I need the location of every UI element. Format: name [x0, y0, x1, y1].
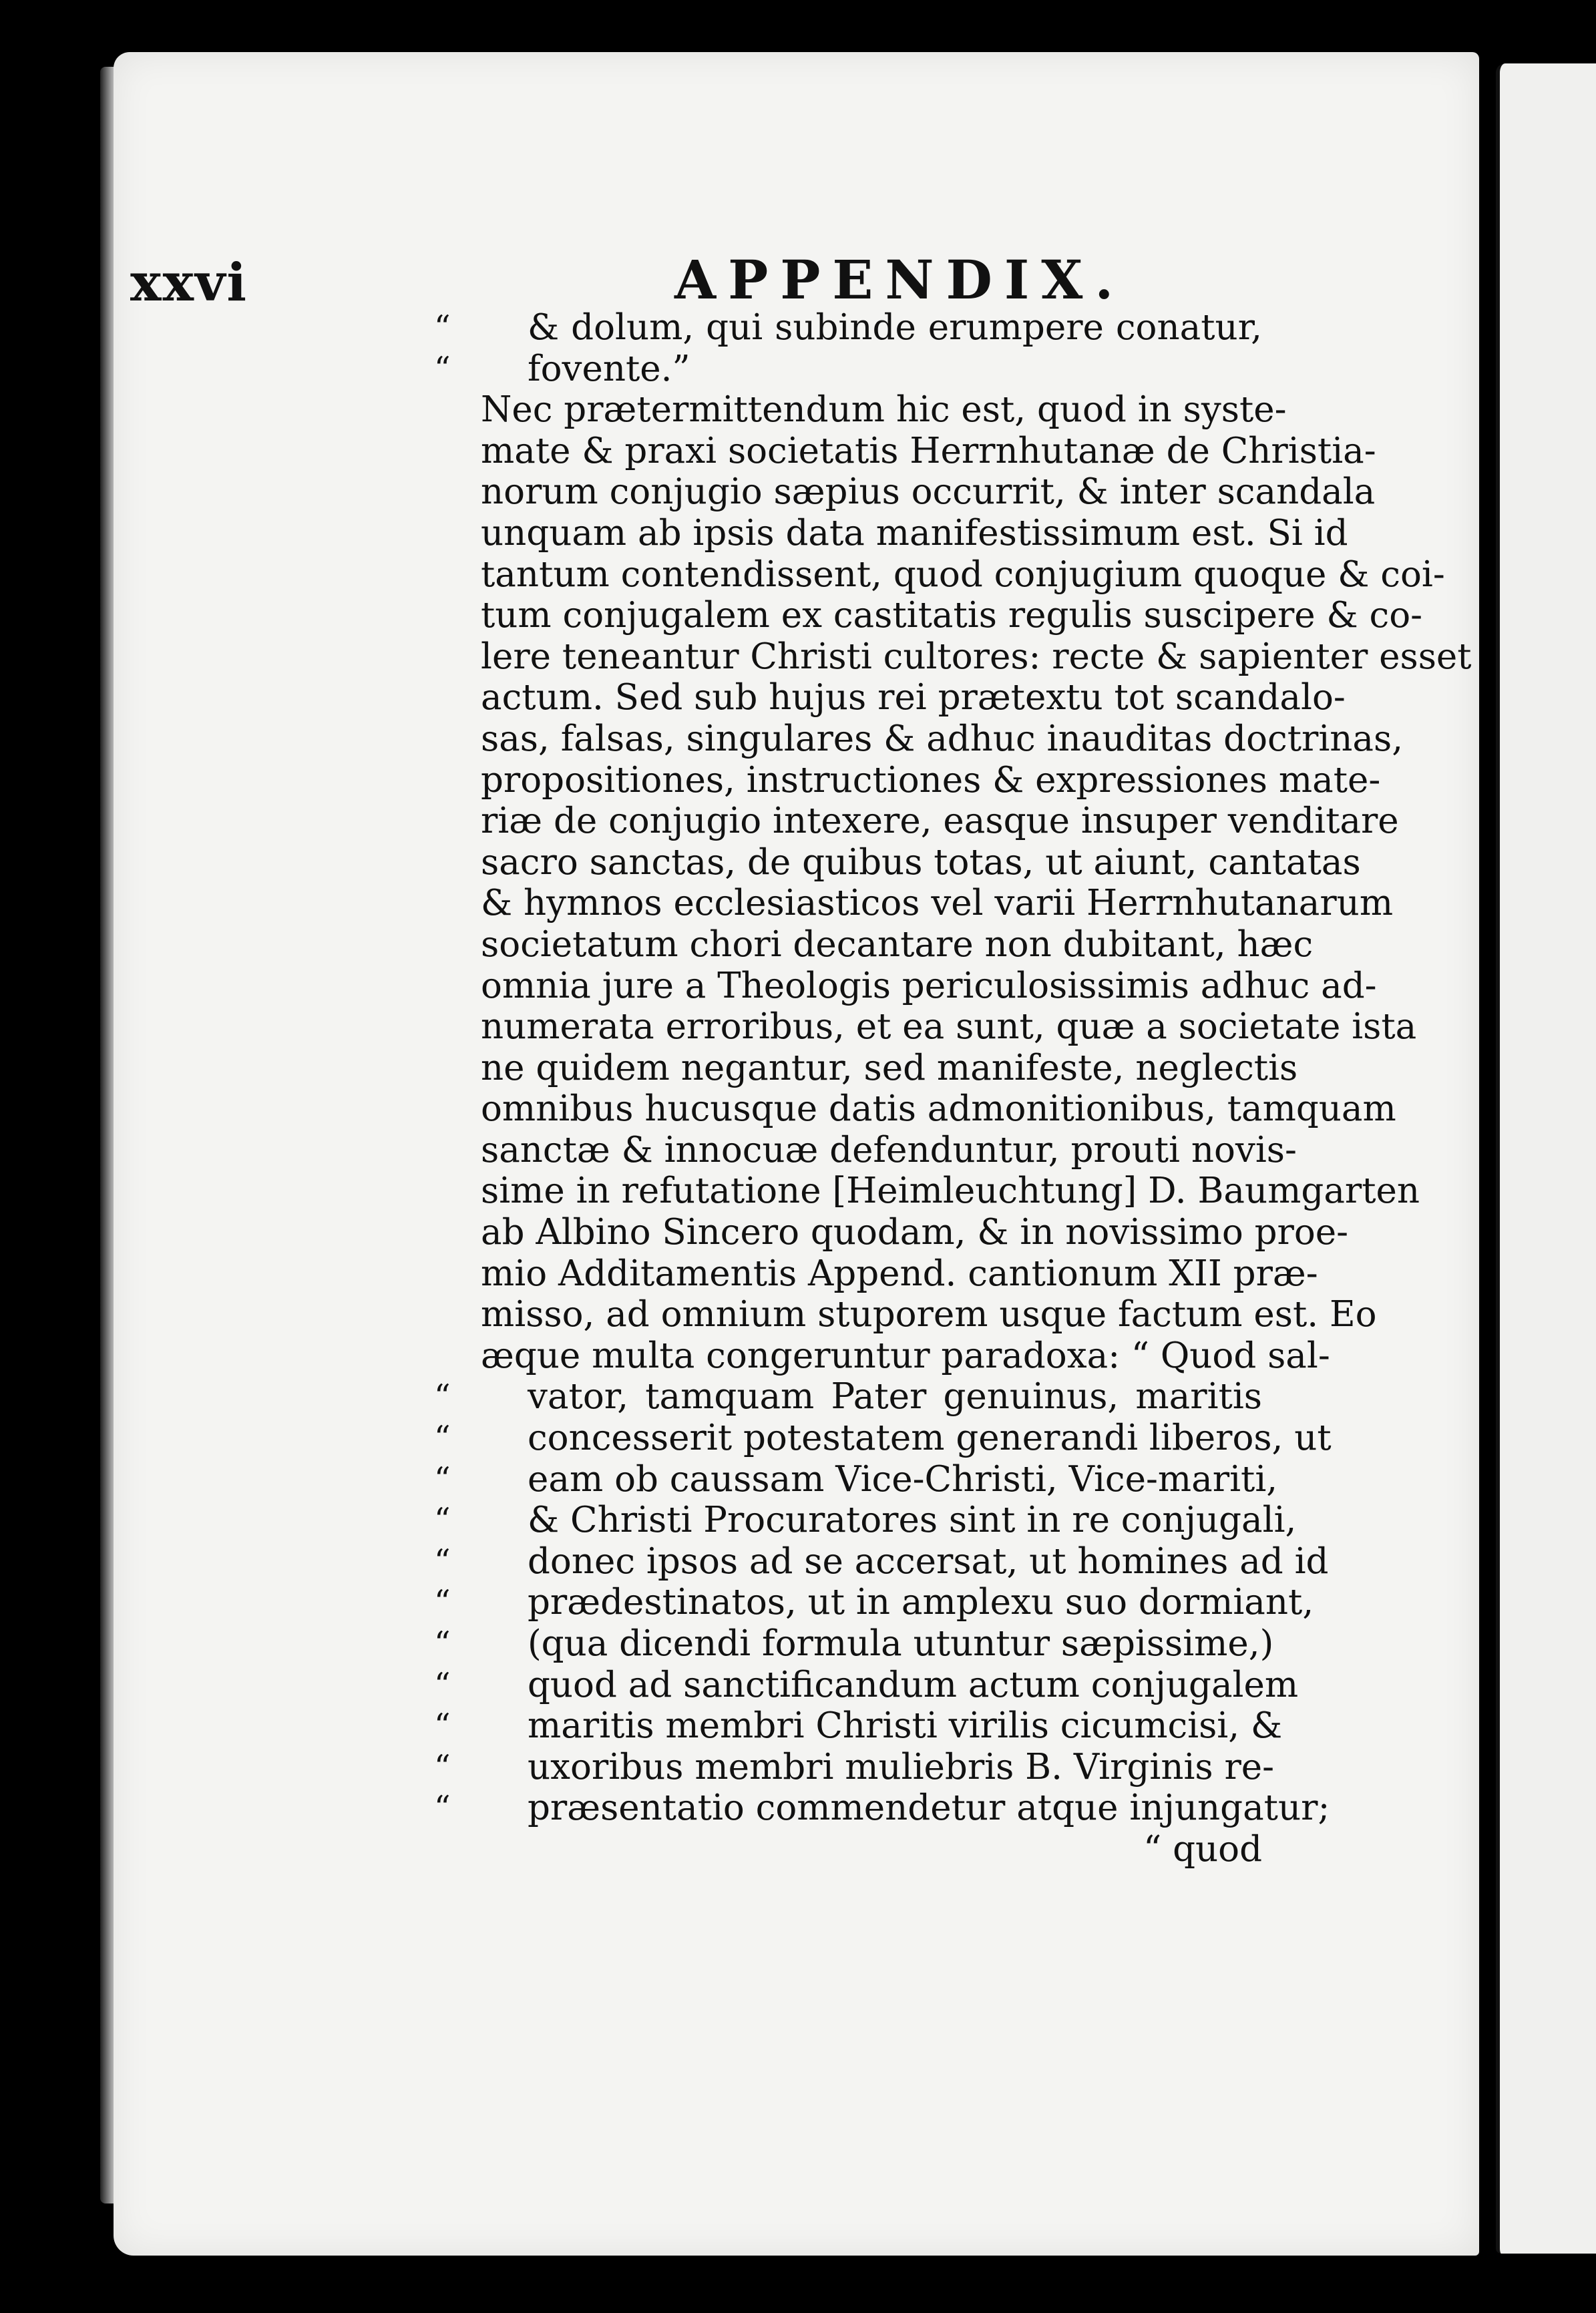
text-line	[481, 636, 1472, 678]
quote-mark: “	[434, 1542, 451, 1580]
text-line	[434, 1582, 1314, 1623]
catchword: “ quod	[1143, 1828, 1262, 1870]
text-line	[481, 718, 1404, 760]
text-line	[434, 1705, 1283, 1747]
text-line-content: numerata erroribus, et ea sunt, quæ a societate ista	[481, 1006, 1417, 1048]
quote-mark: “	[434, 1707, 451, 1745]
running-head-title: APPENDIX.	[674, 248, 1126, 311]
page-number: xxvi	[130, 252, 248, 313]
text-line-content: propositiones, instructiones & expressiones mate-	[481, 759, 1381, 801]
text-line-content: æque multa congeruntur paradoxa: “ Quod sal-	[481, 1335, 1330, 1376]
text-line	[434, 1376, 1262, 1418]
text-line-content: & dolum, qui subinde erumpere conatur,	[528, 307, 1262, 348]
text-line	[481, 1129, 1297, 1171]
text-line	[481, 1335, 1330, 1377]
text-line	[481, 430, 1376, 472]
text-line-content: lere teneantur Christi cultores: recte & sapienter esset	[481, 636, 1472, 677]
text-line-content: sanctæ & innocuæ defenduntur, prouti novis-	[481, 1129, 1297, 1171]
text-line-content: & Christi Procuratores sint in re conjugali,	[528, 1500, 1297, 1541]
text-line	[434, 1540, 1329, 1583]
text-line	[481, 389, 1287, 431]
text-line	[481, 759, 1381, 801]
quote-mark: “	[434, 1789, 451, 1827]
text-line	[481, 1006, 1417, 1048]
quote-mark: “	[434, 1747, 451, 1785]
text-line	[434, 1623, 1274, 1665]
text-line-content: donec ipsos ad se accersat, ut homines ad id	[528, 1540, 1329, 1582]
text-line-content: concesserit potestatem generandi liberos, ut	[528, 1418, 1332, 1459]
text-line-content: ab Albino Sincero quodam, & in novissimo proe-	[481, 1212, 1349, 1253]
text-line	[434, 1500, 1297, 1541]
text-line-content: (qua dicendi formula utuntur sæpissime,)	[528, 1623, 1274, 1664]
text-line	[434, 1788, 1330, 1829]
text-line	[481, 965, 1377, 1007]
text-line-content: quod ad sanctificandum actum conjugalem	[528, 1664, 1299, 1705]
text-line-content: mate & praxi societatis Herrnhutanæ de Christia-	[481, 430, 1376, 471]
text-line-content: omnia jure a Theologis periculosissimis adhuc ad-	[481, 965, 1377, 1006]
text-line-content: præsentatio commendetur atque injungatur;	[528, 1788, 1330, 1829]
text-line-content: tantum contendissent, quod conjugium quoque & coi-	[481, 554, 1445, 595]
text-line-content: unquam ab ipsis data manifestissimum est. Si id	[481, 512, 1348, 554]
quote-mark: “	[434, 308, 451, 346]
text-line	[481, 471, 1376, 513]
text-line	[434, 1746, 1275, 1788]
text-line	[434, 307, 1262, 349]
text-line	[481, 1212, 1349, 1253]
text-line	[481, 1253, 1318, 1295]
text-line	[481, 677, 1346, 718]
quote-mark: “	[434, 1625, 451, 1662]
text-line	[434, 1664, 1299, 1706]
text-line-content: tum conjugalem ex castitatis regulis suscipere & co-	[481, 595, 1423, 636]
text-line	[481, 595, 1423, 636]
text-line-content: mio Additamentis Append. cantionum XII præ-	[481, 1253, 1318, 1294]
text-line-content: prædestinatos, ut in amplexu suo dormiant,	[528, 1582, 1314, 1623]
text-line-content: riæ de conjugio intexere, easque insuper venditare	[481, 801, 1399, 842]
text-line	[434, 1418, 1332, 1459]
quote-mark: “	[434, 1665, 451, 1703]
body-text	[434, 307, 1472, 1870]
facing-page	[1496, 63, 1596, 2254]
text-line-content: sacro sanctas, de quibus totas, ut aiunt, cantatas	[481, 841, 1361, 883]
text-line	[481, 841, 1361, 883]
text-line	[481, 801, 1399, 842]
text-line	[434, 1458, 1278, 1500]
text-line	[481, 554, 1445, 596]
text-line	[434, 348, 1262, 390]
text-line	[481, 923, 1314, 966]
text-line-content: norum conjugio sæpius occurrit, & inter scandala	[481, 471, 1376, 513]
text-line	[481, 883, 1394, 924]
text-line-content: vator, tamquam Pater genuinus, maritis	[528, 1376, 1262, 1418]
text-line-content: Nec prætermittendum hic est, quod in syste-	[481, 389, 1287, 431]
text-line-content: societatum chori decantare non dubitant, hæc	[481, 923, 1314, 965]
quote-mark: “	[434, 1501, 451, 1539]
text-line	[481, 512, 1348, 554]
text-line	[481, 1088, 1396, 1130]
text-line	[481, 1047, 1298, 1089]
text-line	[481, 1171, 1420, 1212]
text-line-content: eam ob caussam Vice-Christi, Vice-mariti,	[528, 1458, 1278, 1500]
text-line-content: sime in refutatione [Heimleuchtung] D. Baumgarten	[481, 1171, 1420, 1212]
quote-mark: “	[434, 349, 451, 387]
quote-mark: “	[434, 1378, 451, 1416]
text-line-content: & hymnos ecclesiasticos vel varii Herrnhutanarum	[481, 883, 1394, 924]
quote-mark: “	[434, 1460, 451, 1498]
quote-mark: “	[434, 1419, 451, 1457]
quote-mark: “	[434, 1583, 451, 1621]
text-line	[481, 1294, 1377, 1335]
text-line-content: sas, falsas, singulares & adhuc inauditas doctrinas,	[481, 718, 1404, 759]
text-line-content: fovente.”	[528, 348, 690, 389]
text-line-content: uxoribus membri muliebris B. Virginis re-	[528, 1746, 1275, 1788]
text-line-content: maritis membri Christi virilis cicumcisi, &	[528, 1705, 1283, 1747]
text-line-content: misso, ad omnium stuporem usque factum est. Eo	[481, 1294, 1377, 1335]
text-line-content: omnibus hucusque datis admonitionibus, tamquam	[481, 1088, 1396, 1130]
text-line-content: actum. Sed sub hujus rei prætextu tot scandalo-	[481, 677, 1346, 718]
text-line-content: ne quidem negantur, sed manifeste, neglectis	[481, 1047, 1298, 1088]
